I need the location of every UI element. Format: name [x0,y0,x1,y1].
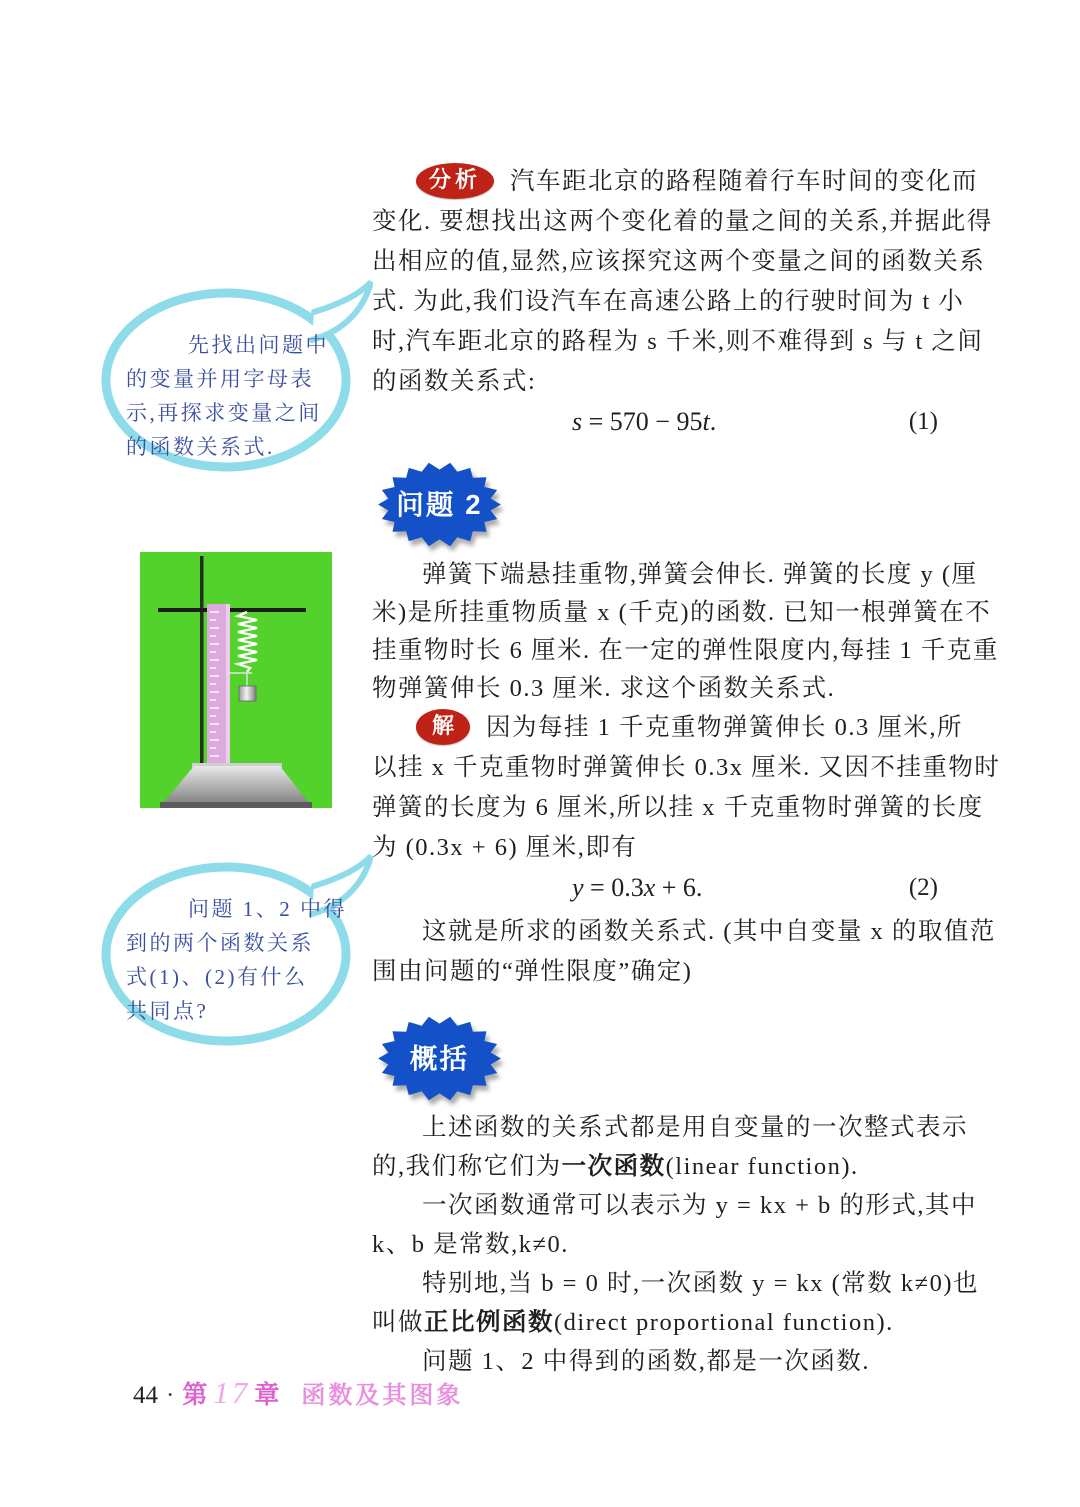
equation-1: s = 570 − 95t. (1) [572,407,938,436]
text-line: 一次函数通常可以表示为 y = kx + b 的形式,其中 [422,1192,978,1219]
equation-number: (2) [908,874,938,901]
bubble-line: 示,再探求变量之间 [126,401,322,425]
speech-bubble-2 [98,852,373,1047]
text-line: 围由问题的“弹性限度”确定) [372,958,693,985]
hanging-weight [239,686,256,701]
text-line: 的,我们称它们为一次函数(linear function). [372,1153,859,1180]
text-line: 出相应的值,显然,应该探究这两个变量之间的函数关系 [372,248,986,275]
stand-rod [200,556,204,768]
text-line: 叫做正比例函数(direct proportional function). [372,1309,894,1336]
bubble-line: 共同点? [126,999,209,1023]
problem-2-badge [376,460,503,549]
clamp-bar [158,608,306,612]
bubble-line: 先找出问题中 [188,333,329,357]
chapter-prefix: 第 [182,1382,210,1409]
term-direct-proportional-function: 正比例函数 [424,1309,554,1336]
text-line: 弹簧的长度为 6 厘米,所以挂 x 千克重物时弹簧的长度 [372,794,984,821]
page-number: 44 [133,1382,158,1409]
text-line: 变化. 要想找出这两个变化着的量之间的关系,并据此得 [372,208,993,235]
solution-badge: 解 [416,709,470,745]
equation-2: y = 0.3x + 6. (2) [572,873,938,902]
text-line: 的函数关系式: [372,368,537,395]
bubble-line: 问题 1、2 中得 [188,897,347,921]
page-footer [133,1372,463,1414]
problem-2-paragraph [372,556,999,708]
bubble-line: 的函数关系式. [126,435,275,459]
chapter-title: 函数及其图象 [301,1383,464,1409]
text-line: 分析 汽车距北京的路程随着行车时间的变化而 [372,162,964,202]
text-line: k、b 是常数,k≠0. [372,1231,569,1258]
speech-bubble-1 [98,278,373,473]
analysis-badge: 分析 [416,163,494,199]
text-line: 这就是所求的函数关系式. (其中自变量 x 的取值范 [422,918,996,945]
closing-paragraph [372,912,996,992]
text-line: 物弹簧伸长 0.3 厘米. 求这个函数关系式. [372,675,836,702]
main-text-column [372,0,1001,1507]
text-line: 弹簧下端悬挂重物,弹簧会伸长. 弹簧的长度 y (厘 [422,561,978,588]
term-linear-function: 一次函数 [561,1153,666,1180]
chapter-suffix: 章 [254,1382,282,1409]
footer-separator: · [166,1382,175,1409]
summary-paragraphs [372,1108,980,1381]
solution-paragraph [372,708,1001,868]
equation-number: (1) [908,408,938,435]
svg-text:问题 2: 问题 2 [396,489,483,521]
text-line: 时,汽车距北京的路程为 s 千米,则不难得到 s 与 t 之间 [372,328,984,355]
text-line: 解 因为每挂 1 千克重物弹簧伸长 0.3 厘米,所 [372,708,964,748]
chapter-number: 17 [213,1375,251,1410]
text-line: 挂重物时长 6 厘米. 在一定的弹性限度内,每挂 1 千克重 [372,637,999,664]
text-line: 米)是所挂重物质量 x (千克)的函数. 已知一根弹簧在不 [372,599,992,626]
text-line: 上述函数的关系式都是用自变量的一次整式表示 [422,1114,968,1141]
summary-badge [376,1014,503,1103]
svg-text:概括: 概括 [409,1043,470,1075]
bubble-line: 式(1)、(2)有什么 [126,965,308,989]
text-line: 特别地,当 b = 0 时,一次函数 y = kx (常数 k≠0)也 [422,1270,980,1297]
bubble-line: 到的两个函数关系 [126,931,314,955]
analysis-paragraph [372,162,993,402]
spring-apparatus-figure [140,552,332,808]
text-line: 问题 1、2 中得到的函数,都是一次函数. [422,1348,870,1375]
bubble-line: 的变量并用字母表 [126,367,314,391]
text-line: 以挂 x 千克重物时弹簧伸长 0.3x 厘米. 又因不挂重物时 [372,754,1001,781]
text-line: 为 (0.3x + 6) 厘米,即有 [372,834,638,861]
text-line: 式. 为此,我们设汽车在高速公路上的行驶时间为 t 小 [372,288,965,315]
